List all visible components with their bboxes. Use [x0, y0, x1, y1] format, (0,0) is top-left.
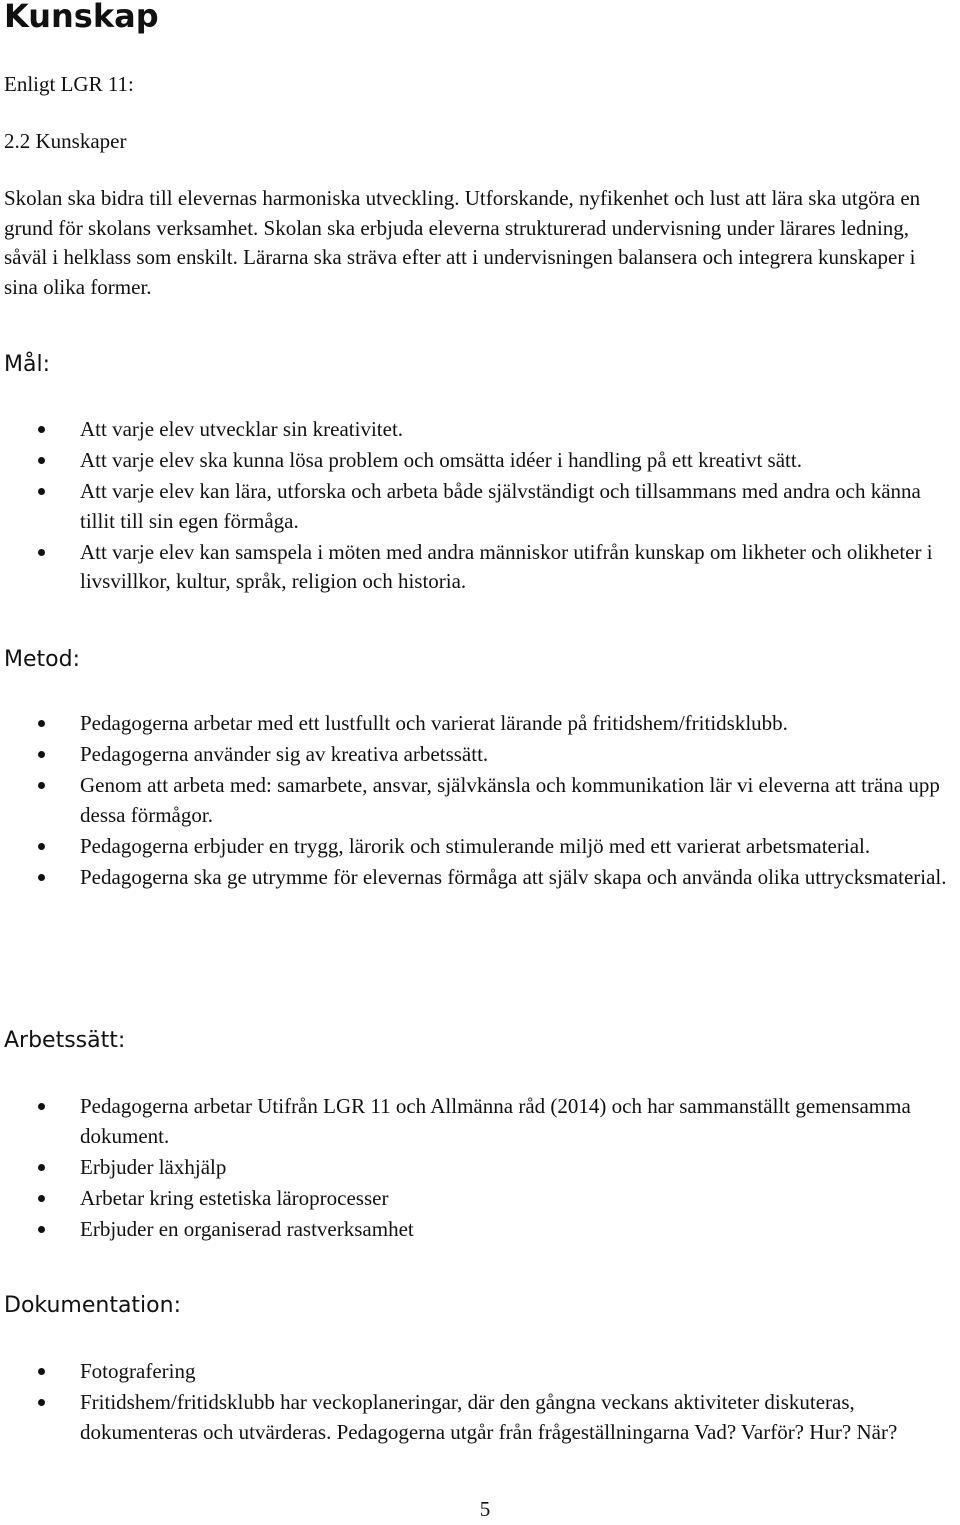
list-item-text: Pedagogerna ska ge utrymme för elevernas förmåga att själv skapa och använda olika uttrycksmaterial. [80, 864, 947, 889]
list-item-text: Fotografering [80, 1359, 196, 1383]
bullet-icon [38, 1226, 45, 1233]
list-item [0, 1357, 950, 1387]
list-item-text: Att varje elev utvecklar sin kreativitet. [80, 417, 404, 441]
dokumentation-list [0, 1357, 950, 1449]
source-reference: Enligt LGR 11: [4, 72, 134, 96]
list-item-text: Att varje elev kan lära, utforska och arbeta både självständigt och tillsammans med andra och känna tillit till sin egen förmåga. [80, 479, 921, 533]
arbetssatt-heading: Arbetssätt: [4, 1028, 126, 1053]
bullet-icon [38, 1103, 45, 1110]
list-item-text: Genom att arbeta med: samarbete, ansvar, självkänsla och kommunikation lär vi eleverna att träna upp dessa förmågor. [80, 773, 940, 827]
list-item [0, 538, 950, 597]
arbetssatt-list [0, 1092, 950, 1246]
list-item [0, 415, 950, 445]
page-number: 5 [479, 1497, 491, 1521]
metod-list [0, 709, 950, 894]
bullet-icon [38, 549, 45, 556]
mal-heading: Mål: [4, 352, 50, 377]
bullet-icon [38, 782, 45, 789]
bullet-icon [38, 874, 45, 881]
bullet-icon [38, 426, 45, 433]
list-item [0, 1153, 950, 1183]
bullet-icon [38, 1399, 45, 1406]
list-item-text: Erbjuder läxhjälp [80, 1154, 227, 1179]
list-item-text: Pedagogerna erbjuder en trygg, lärorik och stimulerande miljö med ett varierat arbetsmaterial. [80, 833, 871, 858]
list-item [0, 1092, 950, 1151]
list-item [0, 477, 950, 536]
list-item-text: Fritidshem/fritidsklubb har veckoplaneringar, där den gångna veckans aktiviteter diskuteras, dokumenteras och utvärderas. Pedagogerna utgår från frågeställningarna Vad? Varför? Hur? När? [80, 1390, 898, 1444]
bullet-icon [38, 720, 45, 727]
list-item [0, 832, 950, 862]
section-heading: 2.2 Kunskaper [4, 129, 127, 153]
bullet-icon [38, 843, 45, 850]
list-item [0, 1215, 950, 1245]
list-item [0, 863, 950, 893]
list-item-text: Erbjuder en organiserad rastverksamhet [80, 1216, 414, 1241]
bullet-icon [38, 751, 45, 758]
bullet-icon [38, 1368, 45, 1375]
bullet-icon [38, 457, 45, 464]
bullet-icon [38, 1195, 45, 1202]
metod-heading: Metod: [4, 647, 80, 672]
bullet-icon [38, 488, 45, 495]
dokumentation-heading: Dokumentation: [4, 1293, 181, 1318]
list-item [0, 1388, 950, 1447]
page-title: Kunskap [4, 0, 159, 35]
list-item [0, 709, 950, 739]
list-item-text: Pedagogerna använder sig av kreativa arbetssätt. [80, 742, 489, 766]
mal-list [0, 415, 950, 598]
list-item-text: Pedagogerna arbetar Utifrån LGR 11 och Allmänna råd (2014) och har sammanställt gemensamma dokument. [80, 1094, 911, 1148]
list-item-text: Pedagogerna arbetar med ett lustfullt och varierat lärande på fritidshem/fritidsklubb. [80, 711, 788, 735]
list-item-text: Att varje elev ska kunna lösa problem och omsätta idéer i handling på ett kreativt sätt. [80, 448, 802, 472]
bullet-icon [38, 1164, 45, 1171]
list-item [0, 740, 950, 770]
list-item-text: Arbetar kring estetiska läroprocesser [80, 1185, 389, 1210]
list-item [0, 1184, 950, 1214]
list-item [0, 446, 950, 476]
list-item [0, 771, 950, 830]
intro-paragraph: Skolan ska bidra till elevernas harmoniska utveckling. Utforskande, nyfikenhet och lust att lära ska utgöra en grund för skolans verksamhet. Skolan ska erbjuda eleverna strukturerad undervisning under lärares ledning, såväl i helklass som enskilt. Lärarna ska sträva efter att i undervisningen balansera och integrera kunskaper i sina olika former. [4, 186, 921, 299]
list-item-text: Att varje elev kan samspela i möten med andra människor utifrån kunskap om likheter och olikheter i livsvillkor, kultur, språk, religion och historia. [80, 539, 933, 593]
